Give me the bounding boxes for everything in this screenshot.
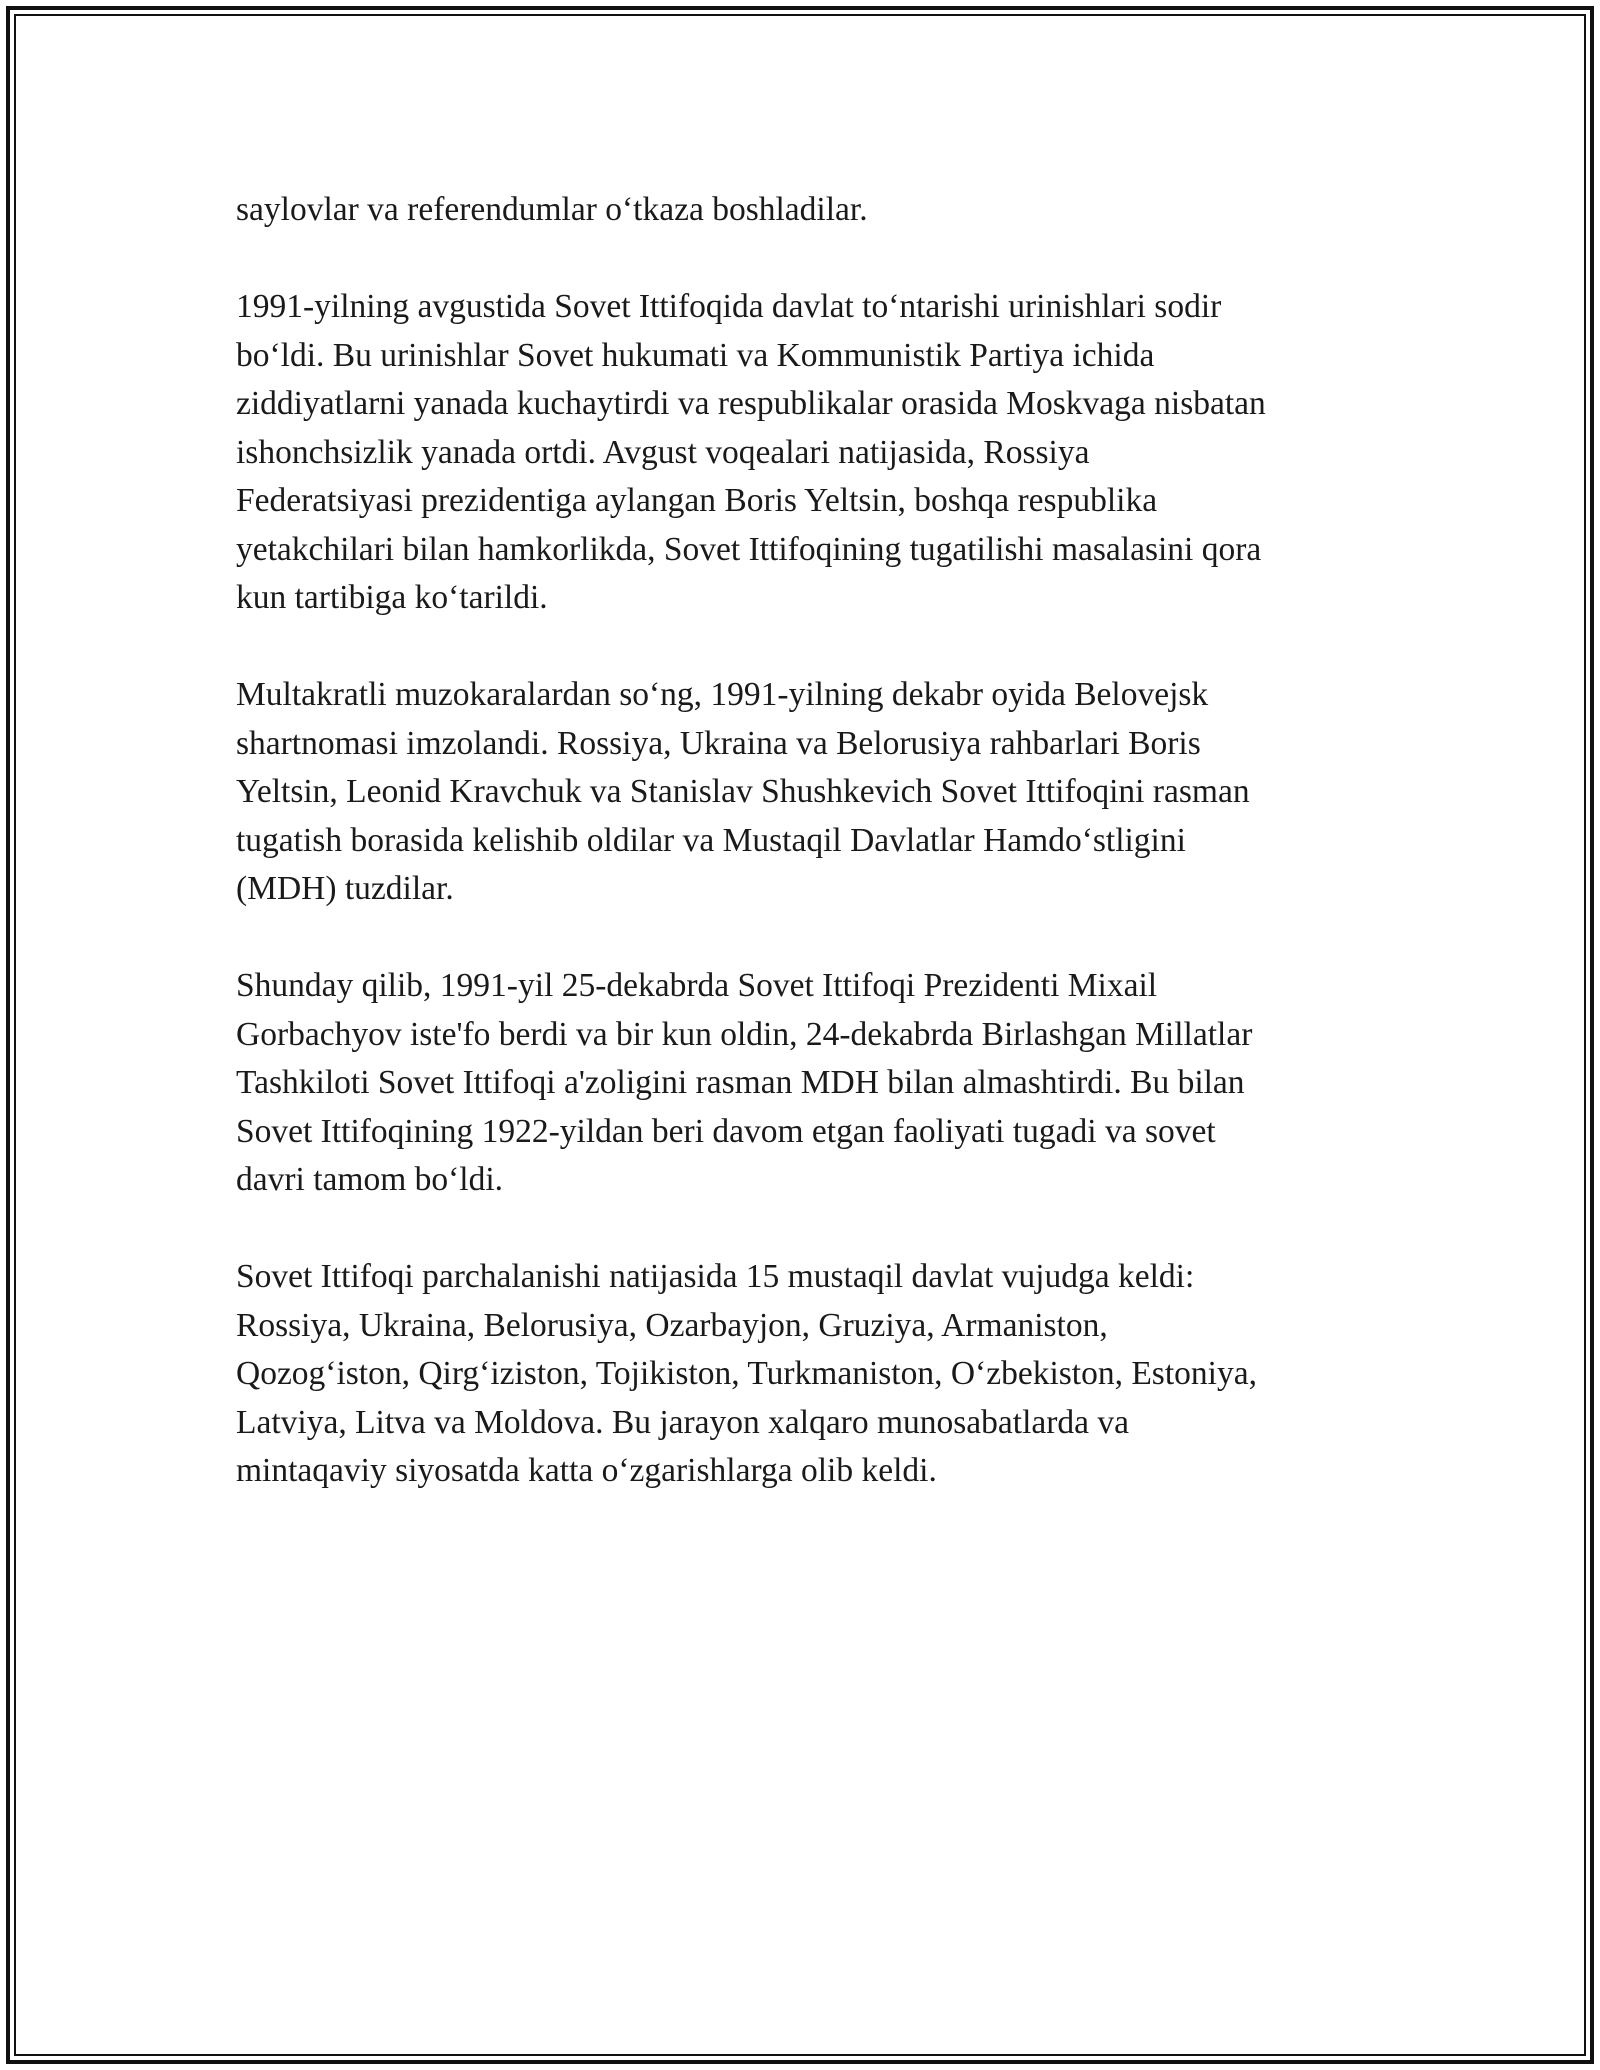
paragraph-2: 1991-yilning avgustida Sovet Ittifoqida davlat to‘ntarishi urinishlari sodir bo‘ldi. Bu urinishlar Sovet hukumati va Kommunistik Partiya ichida ziddiyatlarni yanada kuchaytirdi va respublikalar orasida Moskvaga nisbatan ishonchsizlik yanada ortdi. Avgust voqealari natijasida, Rossiya Federatsiyasi prezidentiga aylangan Boris Yeltsin, boshqa respublika yetakchilari bilan hamkorlikda, Sovet Ittifoqining tugatilishi masalasini qora kun tartibiga ko‘tarildi. [236,288,1266,616]
paragraph-5: Sovet Ittifoqi parchalanishi natijasida 15 mustaqil davlat vujudga keldi: Rossiya, Ukraina, Belorusiya, Ozarbayjon, Gruziya, Armaniston, Qozog‘iston, Qirg‘iziston, Tojikiston, Turkmaniston, O‘zbekiston, Estoniya, Latviya, Litva va Moldova. Bu jarayon xalqaro munosabatlarda va mintaqaviy siyosatda katta o‘zgarishlarga olib keldi. [236,1258,1257,1489]
paragraph-3: Multakratli muzokaralardan so‘ng, 1991-yilning dekabr oyida Belovejsk shartnomasi imzolandi. Rossiya, Ukraina va Belorusiya rahbarlari Boris Yeltsin, Leonid Kravchuk va Stanislav Shushkevich Sovet Ittifoqini rasman tugatish borasida kelishib oldilar va Mustaqil Davlatlar Hamdo‘stligini (MDH) tuzdilar. [236,676,1250,907]
paragraph-4: Shunday qilib, 1991-yil 25-dekabrda Sovet Ittifoqi Prezidenti Mixail Gorbachyov iste'fo berdi va bir kun oldin, 24-dekabrda Birlashgan Millatlar Tashkiloti Sovet Ittifoqi a'zoligini rasman MDH bilan almashtirdi. Bu bilan Sovet Ittifoqining 1922-yildan beri davom etgan faoliyati tugadi va sovet davri tamom bo‘ldi. [236,967,1253,1198]
paragraph-1: saylovlar va referendumlar o‘tkaza boshladilar. [236,191,868,228]
document-body [236,186,1376,1544]
